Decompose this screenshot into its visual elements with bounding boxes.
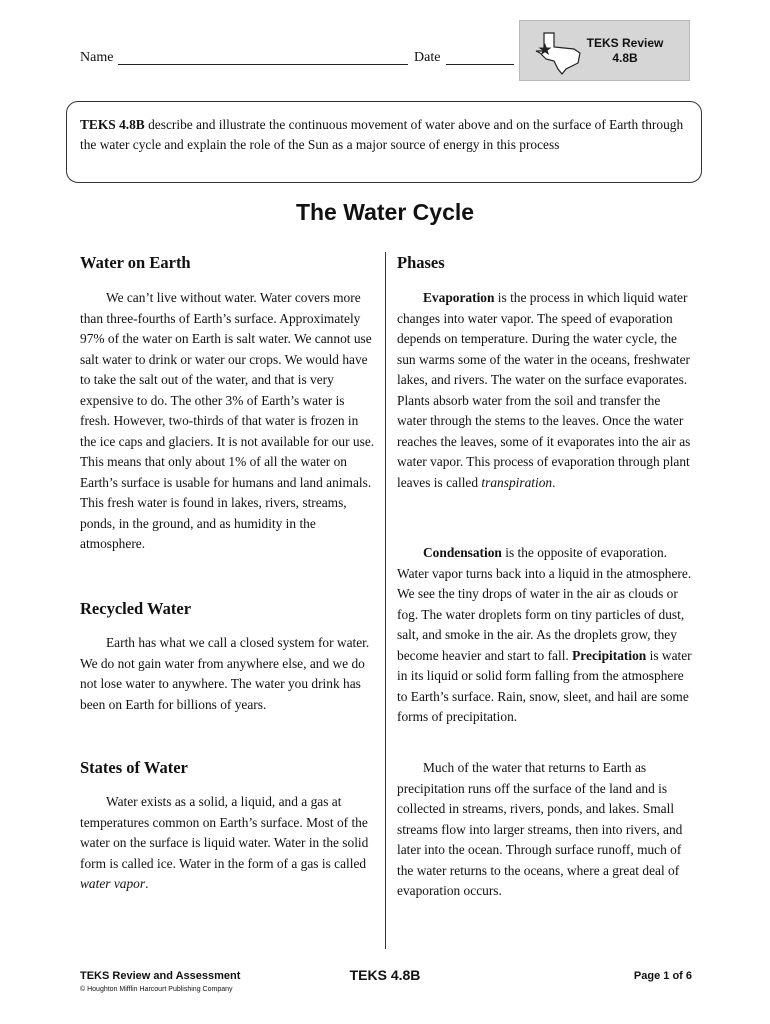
precipitation-text: is water in its liquid or solid form falling from the atmosphere to Earth’s surface. Rain, snow, sleet, and hail are some forms of precipitation. — [397, 647, 692, 724]
heading-states-of-water: States of Water — [80, 758, 188, 777]
term-water-vapor: water vapor — [80, 876, 146, 891]
paragraph-evaporation — [397, 288, 693, 493]
badge-title: TEKS Review — [586, 36, 664, 50]
paragraph-runoff: Much of the water that returns to Earth as precipitation runs off the surface of the land and is collected in streams, rivers, ponds, and lakes. Small streams flow into larger streams, then into rivers, and later into the ocean. Through surface runoff, much of the water returns to the oceans, where a great deal of evaporation occurs. — [397, 760, 683, 898]
page-number: Page 1 of 6 — [633, 970, 692, 982]
footer-series: TEKS Review and Assessment — [80, 970, 241, 982]
paragraph-states-of-water — [80, 792, 376, 895]
evaporation-text: is the process in which liquid water changes into water vapor. The speed of evaporation depends on temperature. During the water cycle, the sun warms some of the water in the oceans, freshwater lakes, and rivers. The water on the surface evaporates. Plants absorb water from the soil and transfer the water through the stems to the leaves. Once the water reaches the leaves, some of it evaporates into the air as water vapor. This process of evaporation through plant leaves is called — [397, 290, 691, 490]
heading-water-on-earth: Water on Earth — [80, 253, 191, 272]
heading-phases: Phases — [397, 253, 445, 272]
footer-standard: TEKS 4.8B — [349, 967, 421, 983]
name-blank-line[interactable] — [118, 64, 408, 65]
name-label: Name — [80, 50, 114, 65]
date-label: Date — [414, 50, 441, 65]
states-text-end: . — [145, 876, 149, 891]
column-divider — [385, 252, 386, 949]
heading-recycled-water: Recycled Water — [80, 599, 192, 618]
paragraph-water-on-earth: We can’t live without water. Water covers more than three-fourths of Earth’s surface. Approximately 97% of the water on Earth is salt water. We cannot use salt water to drink or water our crops. We would have to take the salt out of the water, and that is very expensive to do. The other 3% of Earth’s water is fresh. However, two-thirds of that water is frozen in the ice caps and glaciers. It is not available for our use. This means that only about 1% of all the water on Earth’s surface is usable for humans and land animals. This fresh water is found in lakes, rivers, streams, ponds, in the ground, and as humidity in the atmosphere. — [80, 290, 375, 551]
badge-code: 4.8B — [612, 51, 638, 65]
footer-copyright: © Houghton Mifflin Harcourt Publishing Company — [80, 986, 233, 993]
teks-badge — [519, 20, 690, 81]
condensation-text: is the opposite of evaporation. Water vapor turns back into a liquid in the atmosphere. We see the tiny drops of water in the air as clouds or fog. The water droplets form on tiny particles of dust, salt, and smoke in the air. As the droplets grow, they become heavier and start to fall. — [397, 545, 692, 663]
date-blank-line[interactable] — [446, 64, 514, 65]
term-condensation: Condensation — [423, 545, 502, 560]
paragraph-condensation — [397, 543, 693, 728]
term-transpiration: transpiration — [481, 474, 553, 490]
evaporation-text-end: . — [552, 474, 556, 490]
states-text: Water exists as a solid, a liquid, and a gas at temperatures common on Earth’s surface. Most of the water on the surface is liquid water. Water in the solid form is called ice. Water in the form of a gas is called — [80, 794, 369, 871]
term-precipitation: Precipitation — [572, 647, 647, 663]
paragraph-recycled-water: Earth has what we call a closed system for water. We do not gain water from anywhere else, and we do not lose water to anywhere. The water you drink has been on Earth for billions of years. — [80, 635, 370, 712]
page-title: The Water Cycle — [295, 199, 475, 225]
standard-text: describe and illustrate the continuous movement of water above and on the surface of Earth through the water cycle and explain the role of the Sun as a major source of energy in this process — [80, 117, 684, 152]
term-evaporation: Evaporation — [423, 290, 495, 305]
standard-code: TEKS 4.8B — [80, 117, 145, 132]
standard-box — [66, 101, 702, 183]
